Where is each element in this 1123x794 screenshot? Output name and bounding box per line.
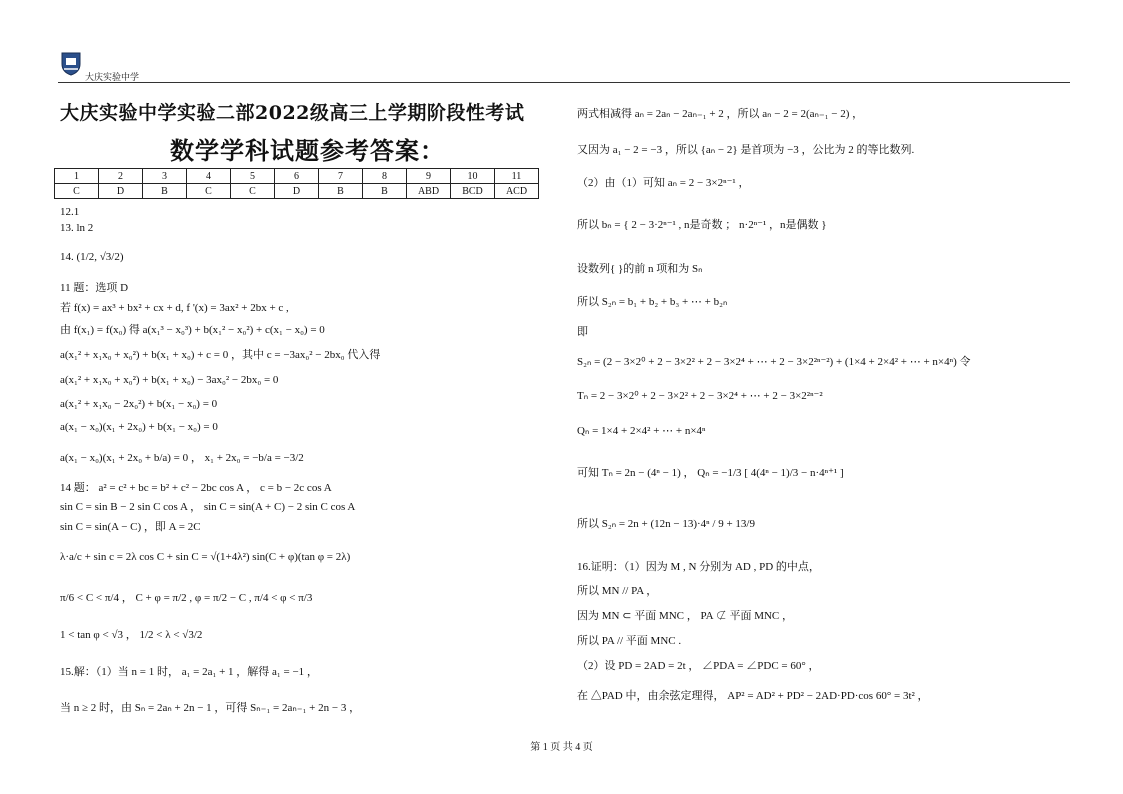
solution-line: S₂ₙ = (2 − 3×2⁰ + 2 − 3×2² + 2 − 3×2⁴ + ⋯ + 2 − 3×2²ⁿ⁻²) + (1×4 + 2×4² + ⋯ + n×4ⁿ) 令 — [577, 356, 971, 368]
school-crest-icon — [60, 50, 82, 76]
solution-line: 因为 MN ⊂ 平面 MNC ， PA ⊄ 平面 MNC ， — [577, 610, 794, 622]
solution-line: 又因为 a₁ − 2 = −3 ，所以 {aₙ − 2} 是首项为 −3 ，公比为 2 的等比数列. — [577, 144, 915, 156]
solution-line: π/6 < C < π/4 ， C + φ = π/2 , φ = π/2 − C , π/4 < φ < π/3 — [60, 592, 313, 604]
solution-line: sin C = sin(A − C) ，即 A = 2C — [60, 521, 201, 533]
solution-line: sin C = sin B − 2 sin C cos A ， sin C = sin(A + C) − 2 sin C cos A — [60, 501, 356, 513]
answer-line: 13. ln 2 — [60, 222, 94, 234]
solution-line: 在 △PAD 中，由余弦定理得， AP² = AD² + PD² − 2AD·PD·cos 60° = 3t² ， — [577, 690, 929, 702]
solution-line: 所以 bₙ = { 2 − 3·2ⁿ⁻¹ , n是奇数 ； n·2ⁿ⁻¹ ，n是偶数 } — [577, 219, 827, 231]
solution-heading: 14 题： a² = c² + bc = b² + c² − 2bc cos A ， c = b − 2c cos A — [60, 482, 332, 494]
question-number: 2 — [99, 169, 143, 184]
answer-cell: D — [275, 184, 319, 199]
solution-line: Tₙ = 2 − 3×2⁰ + 2 − 3×2² + 2 − 3×2⁴ + ⋯ + 2 − 3×2²ⁿ⁻² — [577, 390, 823, 402]
solution-line: λ·a/c + sin c = 2λ cos C + sin C = √(1+4λ²) sin(C + φ)(tan φ = 2λ) — [60, 551, 351, 563]
solution-line: a(x₁² + x₁x₀ − 2x₀²) + b(x₁ − x₀) = 0 — [60, 398, 218, 410]
solution-line: 若 f(x) = ax³ + bx² + cx + d, f '(x) = 3ax² + 2bx + c , — [60, 302, 289, 314]
header-rule — [58, 82, 1070, 83]
solution-line: 两式相减得 aₙ = 2aₙ − 2aₙ₋₁ + 2 ，所以 aₙ − 2 = 2(aₙ₋₁ − 2) ， — [577, 108, 864, 120]
solution-line: Qₙ = 1×4 + 2×4² + ⋯ + n×4ⁿ — [577, 425, 706, 437]
answer-table — [54, 168, 539, 199]
exam-title: 大庆实验中学实验二部2022级高三上学期阶段性考试 — [60, 102, 525, 124]
solution-heading: 15.解：（1）当 n = 1 时， a₁ = 2a₁ + 1 ，解得 a₁ = −1 ， — [60, 666, 318, 678]
answer-cell: C — [55, 184, 99, 199]
page-number: 第 1 页 共 4 页 — [530, 742, 593, 753]
solution-line: 当 n ≥ 2 时，由 Sₙ = 2aₙ + 2n − 1 ，可得 Sₙ₋₁ = 2aₙ₋₁ + 2n − 3 ， — [60, 702, 361, 714]
solution-line: 即 — [577, 326, 588, 338]
question-number: 3 — [143, 169, 187, 184]
solution-line: 由 f(x₁) = f(x₀) 得 a(x₁³ − x₀³) + b(x₁² − x₀²) + c(x₁ − x₀) = 0 — [60, 324, 325, 336]
solution-line: （2）由（1）可知 aₙ = 2 − 3×2ⁿ⁻¹ ， — [577, 177, 750, 189]
answer-key-title: 数学学科试题参考答案： — [170, 136, 445, 165]
answer-cell: B — [319, 184, 363, 199]
question-number: 10 — [451, 169, 495, 184]
solution-line: 所以 PA // 平面 MNC . — [577, 635, 682, 647]
solution-line: a(x₁ − x₀)(x₁ + 2x₀) + b(x₁ − x₀) = 0 — [60, 421, 218, 433]
answer-cell: ABD — [407, 184, 451, 199]
answer-cell: B — [363, 184, 407, 199]
solution-line: 1 < tan φ < √3 ， 1/2 < λ < √3/2 — [60, 629, 203, 641]
solution-line: 所以 S₂ₙ = b₁ + b₂ + b₃ + ⋯ + b₂ₙ — [577, 296, 728, 308]
solution-line: 所以 MN // PA ， — [577, 585, 658, 597]
solution-line: a(x₁ − x₀)(x₁ + 2x₀ + b/a) = 0 ， x₁ + 2x₀ = −b/a = −3/2 — [60, 452, 304, 464]
question-number: 5 — [231, 169, 275, 184]
answer-cell: ACD — [495, 184, 539, 199]
question-number: 4 — [187, 169, 231, 184]
answer-cell: BCD — [451, 184, 495, 199]
answer-line: 12.1 — [60, 206, 80, 218]
question-number: 8 — [363, 169, 407, 184]
solution-line: 可知 Tₙ = 2n − (4ⁿ − 1) ， Qₙ = −1/3 [ 4(4ⁿ − 1)/3 − n·4ⁿ⁺¹ ] — [577, 467, 844, 479]
solution-line: a(x₁² + x₁x₀ + x₀²) + b(x₁ + x₀) + c = 0 ，其中 c = −3ax₀² − 2bx₀ 代入得 — [60, 349, 381, 361]
question-number: 11 — [495, 169, 539, 184]
question-number: 6 — [275, 169, 319, 184]
answer-cell: C — [187, 184, 231, 199]
answer-table-answer-row — [55, 184, 539, 199]
solution-heading: 11 题：选项 D — [60, 282, 129, 294]
question-number: 7 — [319, 169, 363, 184]
answer-line: 14. (1/2, √3/2) — [60, 251, 124, 263]
question-number: 9 — [407, 169, 451, 184]
solution-line: a(x₁² + x₁x₀ + x₀²) + b(x₁ + x₀) − 3ax₀² − 2bx₀ = 0 — [60, 374, 279, 386]
answer-cell: B — [143, 184, 187, 199]
solution-line: 设数列{ }的前 n 项和为 Sₙ — [577, 263, 703, 275]
answer-table-number-row — [55, 169, 539, 184]
solution-line: 所以 S₂ₙ = 2n + (12n − 13)·4ⁿ / 9 + 13/9 — [577, 518, 755, 530]
solution-line: （2）设 PD = 2AD = 2t ， ∠PDA = ∠PDC = 60° ， — [577, 660, 820, 672]
solution-heading: 16.证明：（1）因为 M , N 分别为 AD , PD 的中点， — [577, 561, 820, 573]
school-name: 大庆实验中学 — [85, 72, 140, 82]
answer-cell: D — [99, 184, 143, 199]
answer-cell: C — [231, 184, 275, 199]
question-number: 1 — [55, 169, 99, 184]
